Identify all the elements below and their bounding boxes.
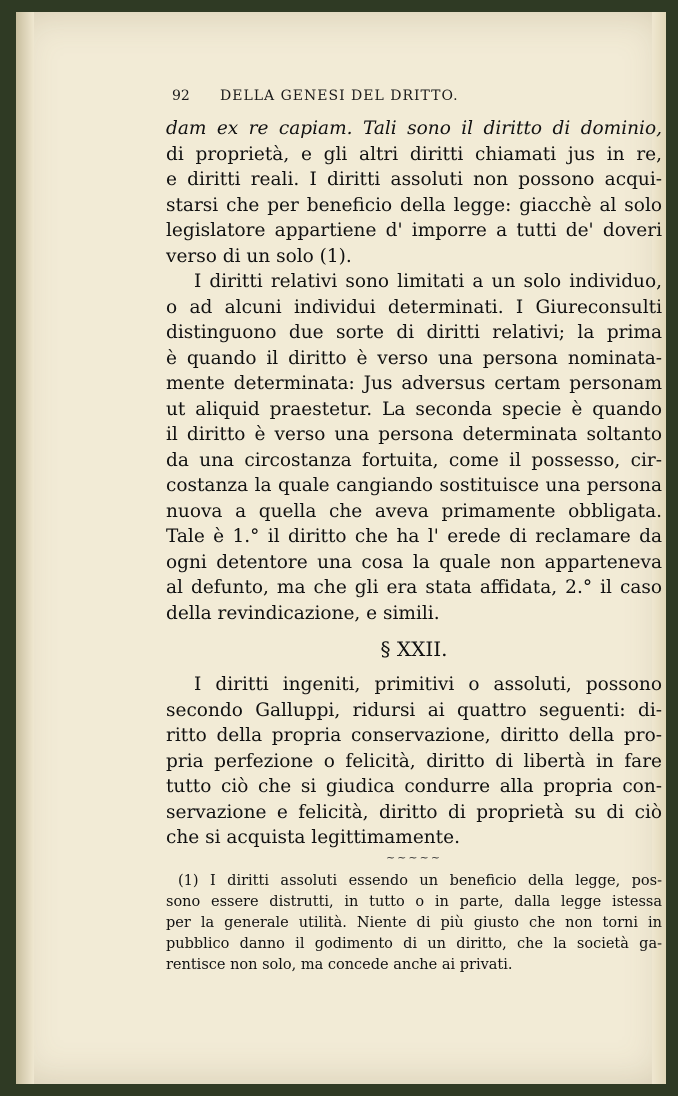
text-line: che si acquista legittimamente. (166, 827, 460, 848)
page-body (166, 116, 662, 976)
footnote-line: sono essere distrutti, in tutto o in parte, dalla legge istessa (166, 893, 662, 910)
text-line: dam ex re capiam. Tali sono il diritto di dominio, (166, 118, 662, 139)
footnote-line: (1) I diritti assoluti essendo un beneficio della legge, pos- (178, 872, 662, 889)
footnote-separator: ~~~~~ (385, 850, 443, 864)
text-line: ogni detentore una cosa la quale non apparteneva (166, 551, 662, 573)
text-line: o ad alcuni individui determinati. I Giureconsulti (166, 296, 662, 318)
text-line: nuova a quella che aveva primamente obbligata. (166, 500, 662, 522)
book-page (16, 12, 666, 1084)
text-line: costanza la quale cangiando sostituisce una persona (166, 475, 662, 496)
text-line: di proprietà, e gli altri diritti chiamati jus in re, (166, 143, 662, 165)
text-line: verso di un solo (1). (166, 245, 352, 267)
text-line: Tale è 1.° il diritto che ha l' erede di reclamare da (166, 526, 662, 547)
text-line: della revindicazione, e simili. (166, 602, 440, 624)
page-gutter (16, 12, 34, 1084)
text-line: legislatore appartiene d' imporre a tutti de' doveri (166, 220, 662, 241)
text-line: ritto della propria conservazione, diritto della pro- (166, 725, 662, 746)
text-line: mente determinata: Jus adversus certam personam (166, 373, 662, 394)
footnote-line: pubblico danno il godimento di un diritto, che la società ga- (166, 935, 662, 952)
text-line: I diritti relativi sono limitati a un solo individuo, (194, 271, 662, 292)
text-line: servazione e felicità, diritto di proprietà su di ciò (166, 801, 662, 823)
running-header (172, 88, 652, 110)
footnote-line: rentisce non solo, ma concede anche ai privati. (166, 956, 513, 973)
footnote-line: per la generale utilità. Niente di più giusto che non torni in (166, 914, 662, 931)
text-line: tutto ciò che si giudica condurre alla propria con- (166, 776, 662, 797)
text-line: è quando il diritto è verso una persona nominata- (166, 347, 662, 369)
page-number: 92 (172, 88, 190, 104)
text-line: distinguono due sorte di diritti relativi; la prima (166, 322, 662, 343)
text-line: ut aliquid praestetur. La seconda specie è quando (166, 398, 662, 420)
section-heading: § XXII. (380, 637, 448, 661)
text-line: da una circostanza fortuita, come il possesso, cir- (166, 449, 662, 471)
text-line: il diritto è verso una persona determinata soltanto (166, 424, 662, 445)
text-line: e diritti reali. I diritti assoluti non possono acqui- (166, 169, 662, 190)
text-line: al defunto, ma che gli era stata affidata, 2.° il caso (166, 577, 662, 598)
text-line: pria perfezione o felicità, diritto di libertà in fare (166, 750, 662, 772)
text-line: I diritti ingeniti, primitivi o assoluti, possono (194, 674, 662, 695)
text-line: secondo Galluppi, ridursi ai quattro seguenti: di- (166, 699, 662, 721)
running-title: DELLA GENESI DEL DRITTO. (220, 88, 459, 104)
text-line: starsi che per beneficio della legge: giacchè al solo (166, 194, 662, 216)
